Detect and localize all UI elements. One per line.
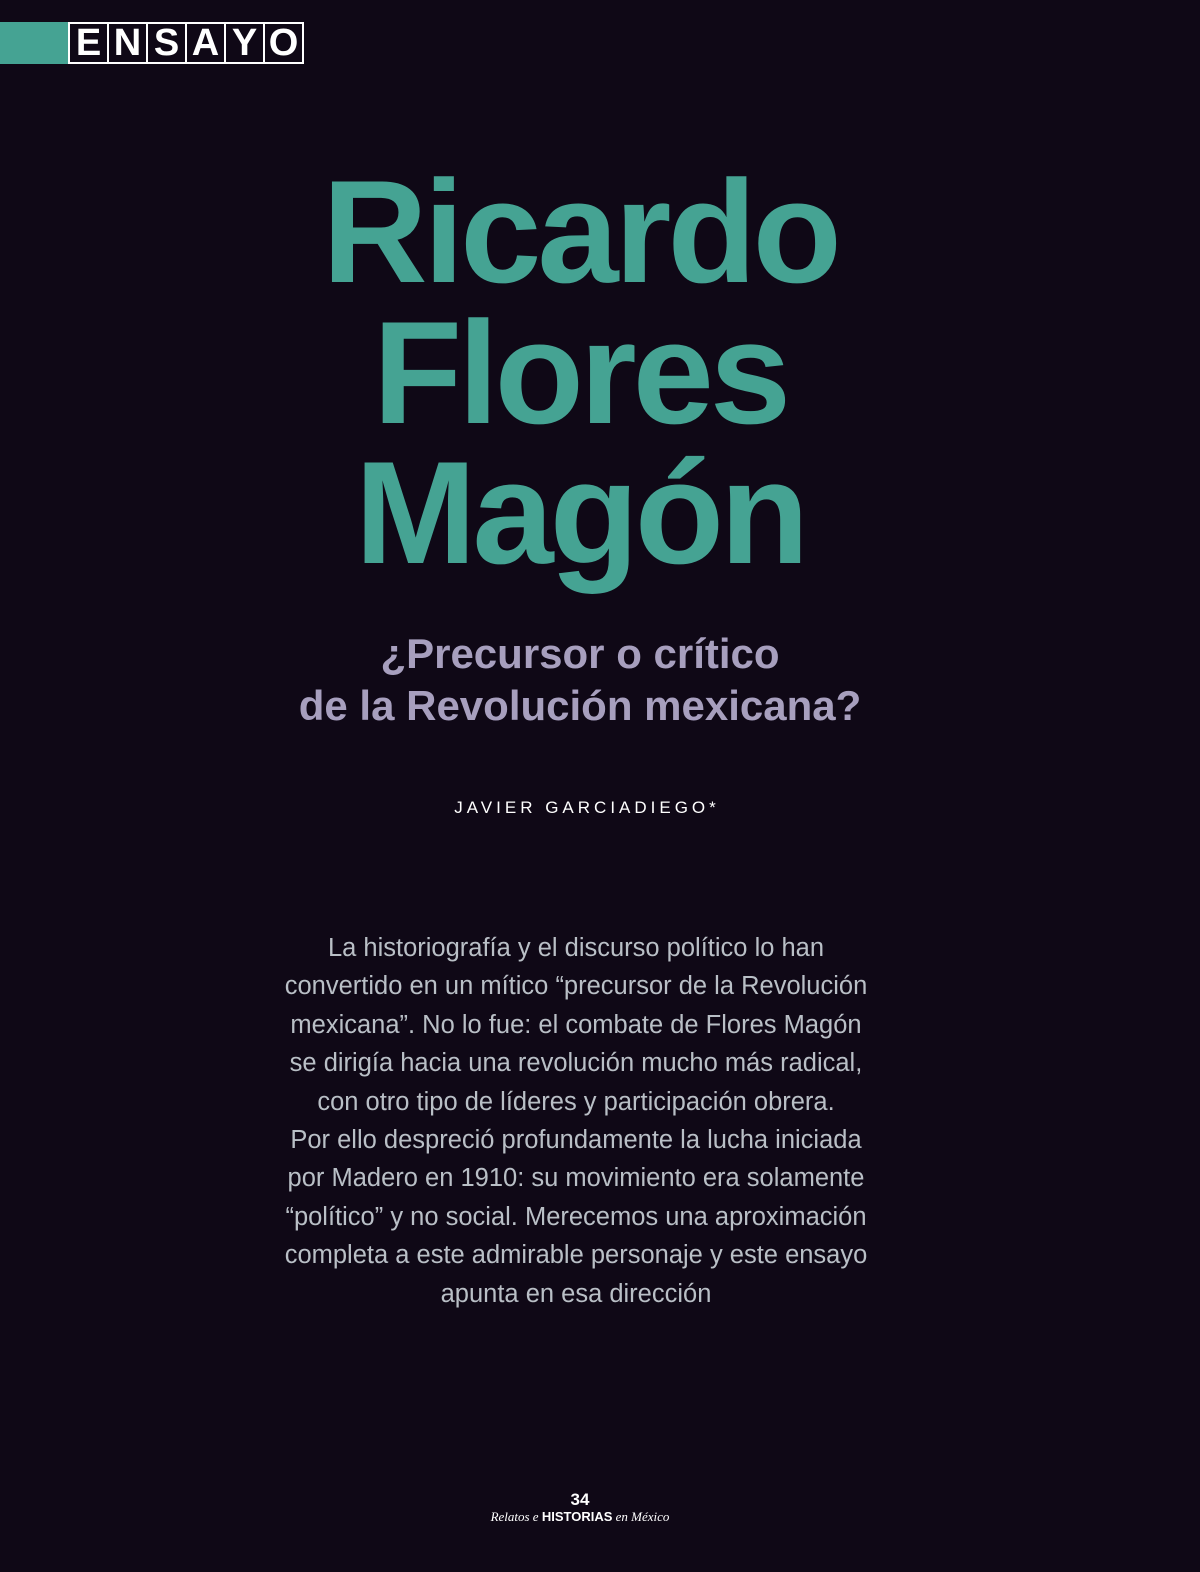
abstract-line: completa a este admirable personaje y este ensayo: [284, 1241, 868, 1270]
section-tag-letters: [68, 22, 304, 64]
abstract-line: mexicana”. No lo fue: el combate de Flores Magón: [290, 1010, 862, 1039]
magazine-name: [0, 1509, 1160, 1525]
page-footer: [0, 1491, 1160, 1525]
page-number: 34: [570, 1490, 590, 1509]
abstract-line: convertido en un mítico “precursor de la Revolución: [284, 972, 868, 1001]
abstract-line: con otro tipo de líderes y participación obrera.: [317, 1087, 835, 1116]
abstract-line: “político” y no social. Merecemos una aproximación: [285, 1202, 867, 1231]
section-tag: [0, 22, 304, 64]
section-tag-letter: E: [70, 24, 107, 62]
section-tag-bar: [0, 22, 68, 64]
article-subtitle-line-1: ¿Precursor o crítico: [380, 630, 780, 677]
magazine-name-part-2: HISTORIAS: [541, 1509, 613, 1524]
article-title-line-3: Magón: [354, 431, 806, 594]
section-tag-letter: O: [265, 24, 302, 62]
article-abstract: [0, 929, 1152, 1313]
article-subtitle-line-2: de la Revolución mexicana?: [298, 682, 862, 729]
section-tag-letter: S: [148, 24, 185, 62]
abstract-line: apunta en esa dirección: [440, 1279, 712, 1308]
abstract-line: Por ello despreció profundamente la lucha iniciada: [290, 1126, 862, 1155]
abstract-line: se dirigía hacia una revolución mucho más radical,: [289, 1049, 863, 1078]
abstract-line: La historiografía y el discurso político lo han: [327, 934, 825, 962]
section-tag-letter: A: [187, 24, 224, 62]
section-tag-letter: N: [109, 24, 146, 62]
author-byline: JAVIER GARCIADIEGO*: [454, 798, 720, 817]
abstract-line: por Madero en 1910: su movimiento era solamente: [287, 1164, 865, 1193]
magazine-name-part-1: Relatos e: [490, 1509, 539, 1524]
section-tag-letter: Y: [226, 24, 263, 62]
article-title-line-1: Ricardo: [322, 150, 838, 313]
magazine-name-part-3: en México: [615, 1509, 670, 1524]
article-title-line-2: Flores: [372, 291, 788, 454]
